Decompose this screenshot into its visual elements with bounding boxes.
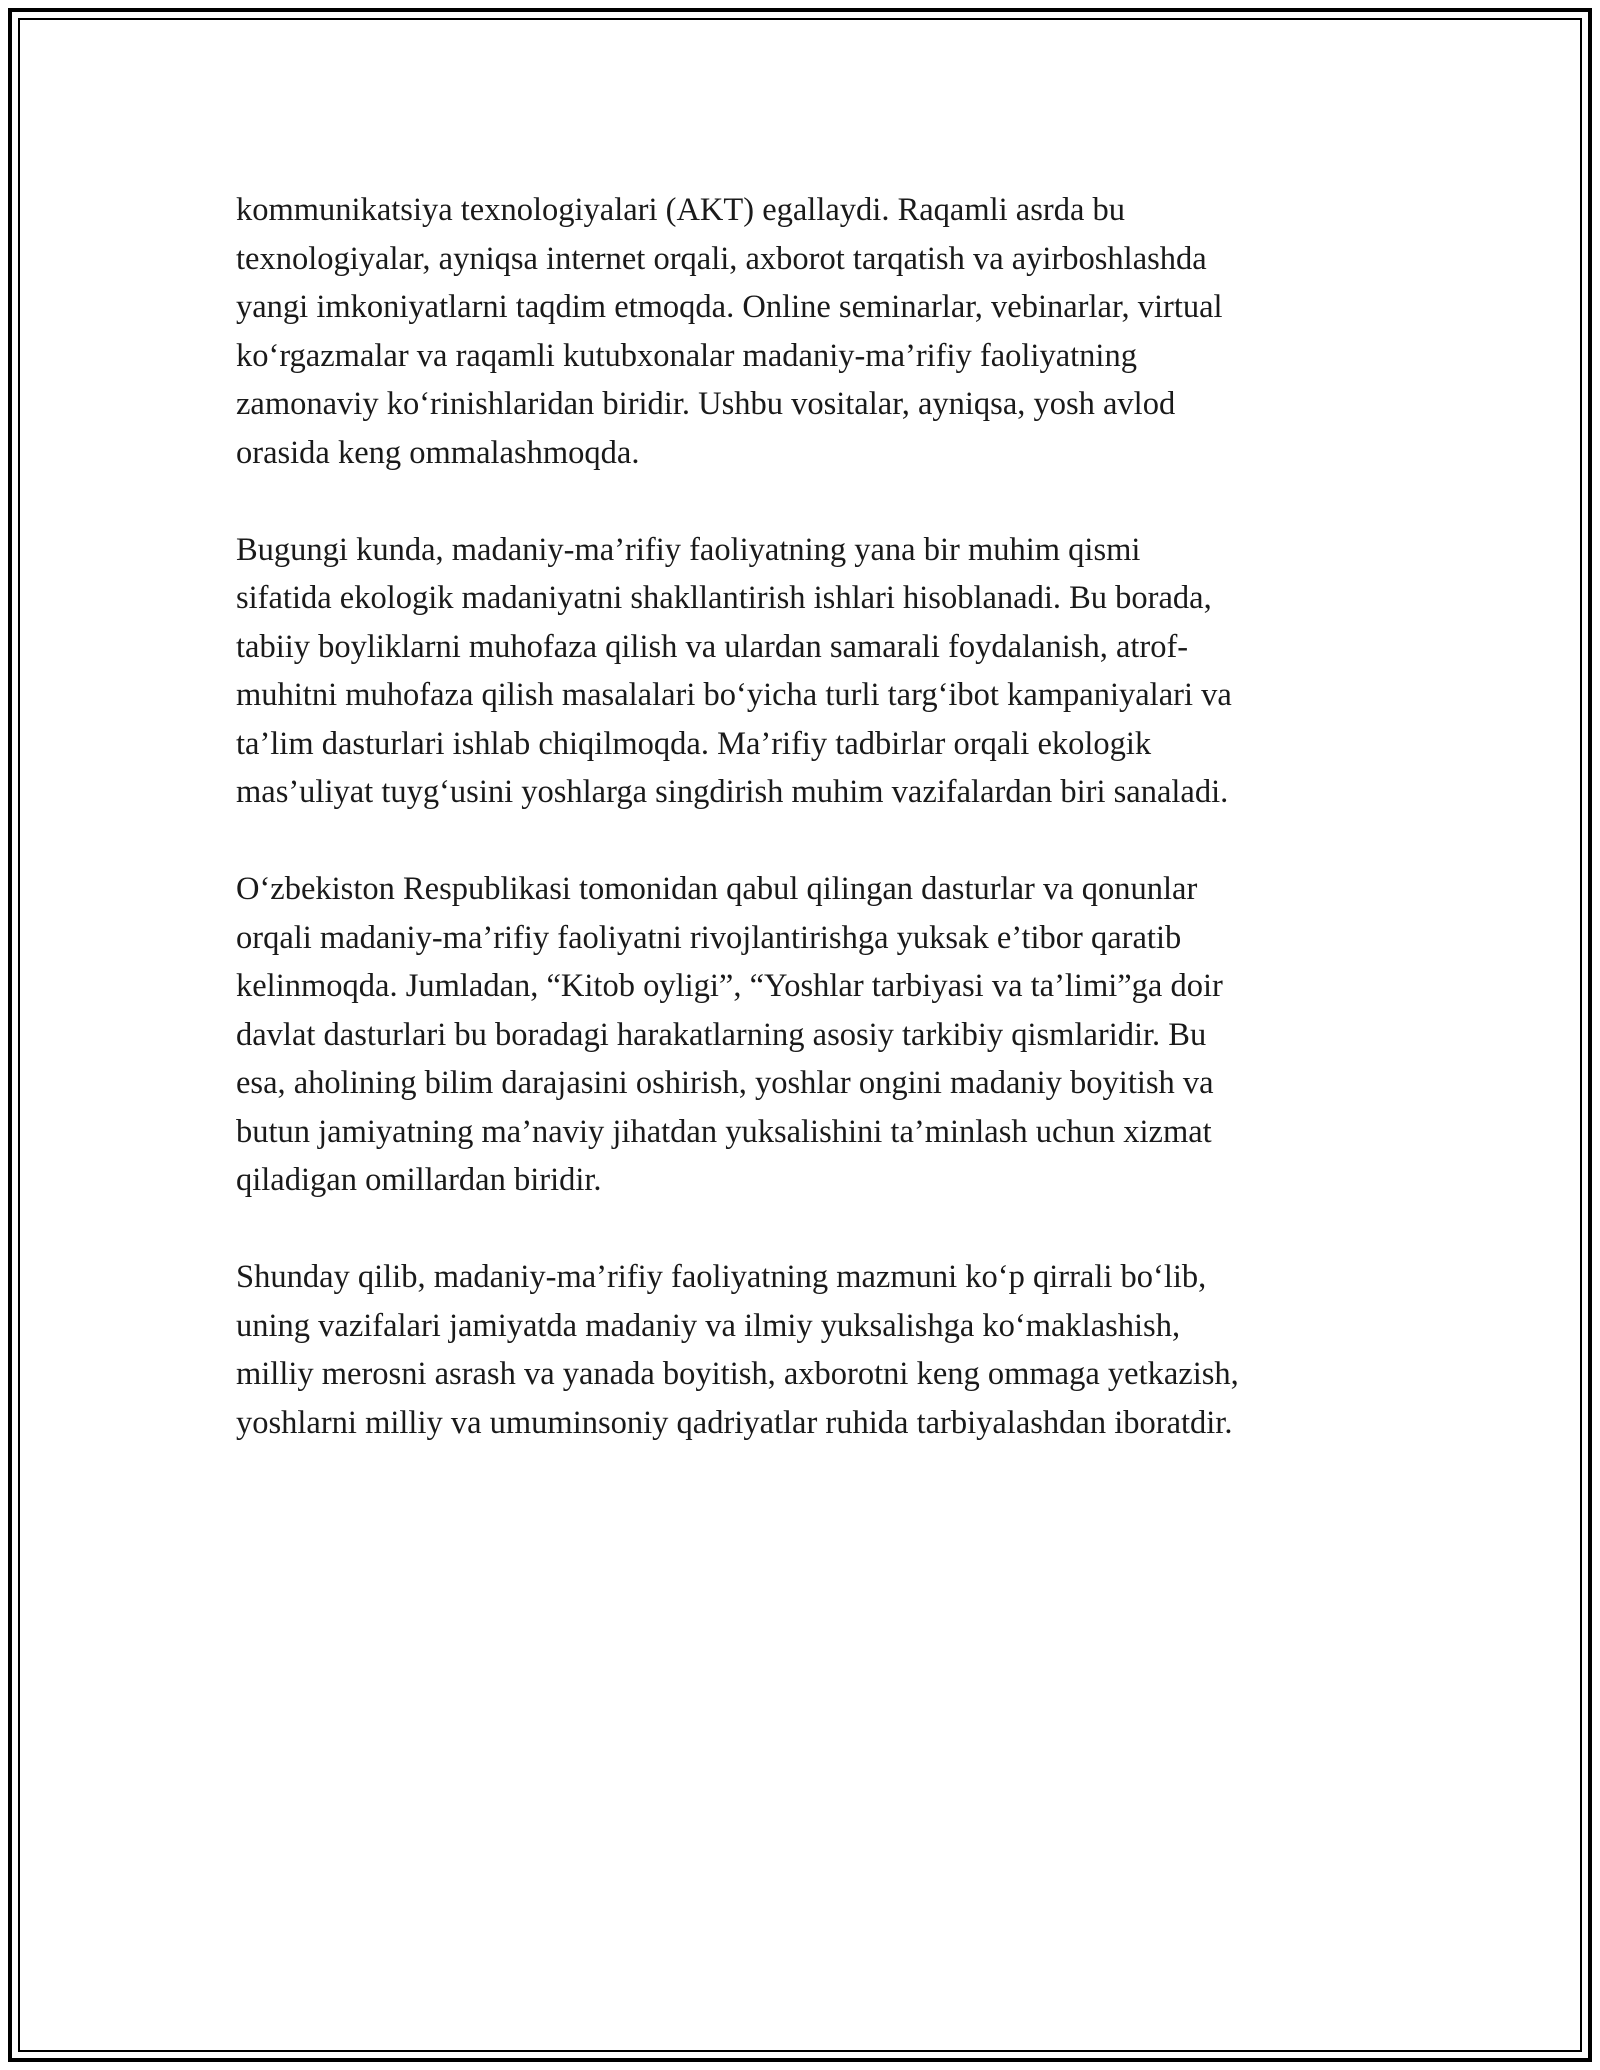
text-line: texnologiyalar, ayniqsa internet orqali, axborot tarqatish va ayirboshlashda xyxy=(236,240,1207,277)
text-line: esa, aholining bilim darajasini oshirish, yoshlar ongini madaniy boyitish va xyxy=(236,1065,1214,1101)
text-line: muhitni muhofaza qilish masalalari bo‘yicha turli targ‘ibot kampaniyalari va xyxy=(236,677,1232,713)
text-line: yoshlarni milliy va umuminsoniy qadriyatlar ruhida tarbiyalashdan iboratdir. xyxy=(236,1404,1233,1441)
text-line: milliy merosni asrash va yanada boyitish, axborotni keng ommaga yetkazish, xyxy=(236,1356,1239,1392)
text-line: ko‘rgazmalar va raqamli kutubxonalar madaniy-ma’rifiy faoliyatning xyxy=(236,337,1137,374)
text-line: kommunikatsiya texnologiyalari (AKT) egallaydi. Raqamli asrda bu xyxy=(236,192,1126,228)
text-line: mas’uliyat tuyg‘usini yoshlarga singdirish muhim vazifalardan biri sanaladi. xyxy=(236,774,1229,810)
document-body xyxy=(236,186,1416,1496)
text-line: zamonaviy ko‘rinishlaridan biridir. Ushbu vositalar, ayniqsa, yosh avlod xyxy=(236,386,1176,422)
text-line: Bugungi kunda, madaniy-ma’rifiy faoliyatning yana bir muhim qismi xyxy=(236,531,1141,568)
text-line: kelinmoqda. Jumladan, “Kitob oyligi”, “Yoshlar tarbiyasi va ta’limi”ga doir xyxy=(236,968,1223,1004)
text-line: davlat dasturlari bu boradagi harakatlarning asosiy tarkibiy qismlaridir. Bu xyxy=(236,1016,1207,1053)
paragraph-4 xyxy=(236,1253,1416,1447)
text-line: tabiiy boyliklarni muhofaza qilish va ulardan samarali foydalanish, atrof- xyxy=(236,628,1189,665)
text-line: sifatida ekologik madaniyatni shakllantirish ishlari hisoblanadi. Bu borada, xyxy=(236,580,1212,616)
paragraph-2 xyxy=(236,526,1416,817)
paragraph-3 xyxy=(236,865,1416,1205)
text-line: qiladigan omillardan biridir. xyxy=(236,1162,602,1198)
text-line: yangi imkoniyatlarni taqdim etmoqda. Online seminarlar, vebinarlar, virtual xyxy=(236,289,1223,325)
text-line: uning vazifalari jamiyatda madaniy va ilmiy yuksalishga ko‘maklashish, xyxy=(236,1307,1181,1344)
text-line: Shunday qilib, madaniy-ma’rifiy faoliyatning mazmuni ko‘p qirrali bo‘lib, xyxy=(236,1259,1207,1295)
text-line: ta’lim dasturlari ishlab chiqilmoqda. Ma’rifiy tadbirlar orqali ekologik xyxy=(236,725,1152,762)
text-line: orqali madaniy-ma’rifiy faoliyatni rivojlantirishga yuksak e’tibor qaratib xyxy=(236,919,1182,956)
text-line: butun jamiyatning ma’naviy jihatdan yuksalishini ta’minlash uchun xizmat xyxy=(236,1113,1212,1150)
paragraph-1 xyxy=(236,186,1416,477)
text-line: orasida keng ommalashmoqda. xyxy=(236,434,640,471)
text-line: O‘zbekiston Respublikasi tomonidan qabul qilingan dasturlar va qonunlar xyxy=(236,871,1198,907)
